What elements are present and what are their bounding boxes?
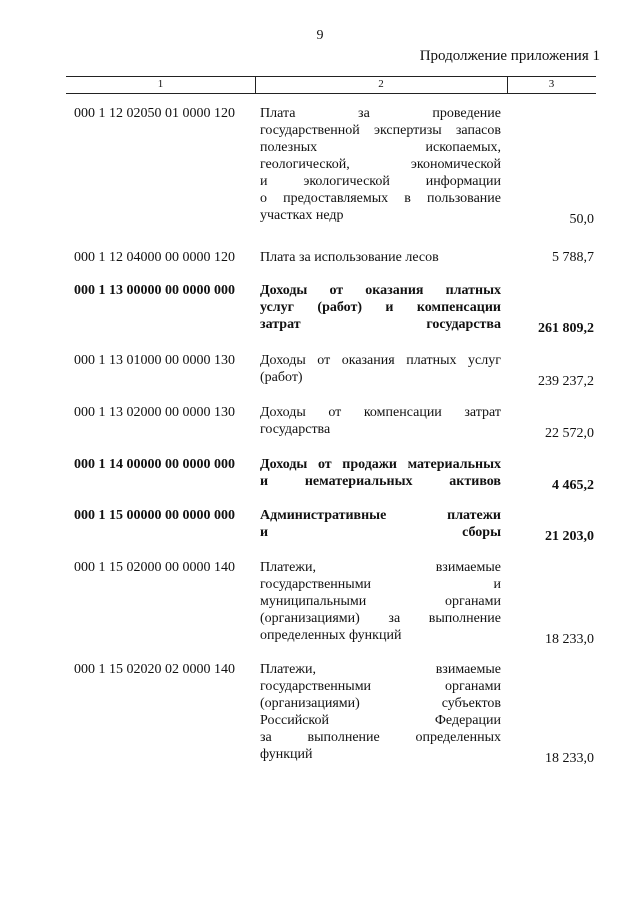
continuation-label: Продолжение приложения 1 bbox=[419, 48, 600, 64]
income-name-line: Доходы от компенсации затрат bbox=[260, 405, 501, 420]
budget-code: 000 1 14 00000 00 0000 000 bbox=[74, 457, 235, 472]
income-name bbox=[260, 105, 501, 224]
income-name bbox=[260, 661, 501, 763]
income-name-line: за выполнение определенных bbox=[260, 730, 501, 745]
budget-code: 000 1 13 00000 00 0000 000 bbox=[74, 283, 235, 298]
amount-value: 50,0 bbox=[569, 212, 594, 227]
amount-value: 18 233,0 bbox=[545, 632, 594, 647]
income-name-line: (работ) bbox=[260, 370, 303, 385]
income-name bbox=[260, 282, 501, 333]
income-name bbox=[260, 249, 501, 266]
income-name-line: полезных ископаемых, bbox=[260, 140, 501, 155]
budget-code: 000 1 13 02000 00 0000 130 bbox=[74, 405, 235, 420]
amount-value: 22 572,0 bbox=[545, 426, 594, 441]
budget-code: 000 1 13 01000 00 0000 130 bbox=[74, 353, 235, 368]
income-name-line: и нематериальных активов bbox=[260, 474, 501, 489]
income-name-line: государственными органами bbox=[260, 679, 501, 694]
income-name-line: (организациями) субъектов bbox=[260, 696, 501, 711]
amount-value: 5 788,7 bbox=[552, 250, 594, 265]
budget-code: 000 1 15 00000 00 0000 000 bbox=[74, 508, 235, 523]
income-name-line: государственными и bbox=[260, 577, 501, 592]
income-name-line: муниципальными органами bbox=[260, 594, 501, 609]
budget-code: 000 1 12 04000 00 0000 120 bbox=[74, 250, 235, 265]
column-header-2: 2 bbox=[378, 78, 384, 90]
income-name-line: геологической, экономической bbox=[260, 157, 501, 172]
amount-value: 21 203,0 bbox=[545, 529, 594, 544]
income-name-line: Плата за проведение bbox=[260, 106, 501, 121]
income-name-line: Доходы от оказания платных услуг bbox=[260, 353, 501, 368]
budget-code: 000 1 15 02020 02 0000 140 bbox=[74, 662, 235, 677]
income-name-line: Российской Федерации bbox=[260, 713, 501, 728]
income-name-line: и сборы bbox=[260, 525, 501, 540]
budget-code: 000 1 15 02000 00 0000 140 bbox=[74, 560, 235, 575]
income-name-line: государственной экспертизы запасов bbox=[260, 123, 501, 138]
column-header-1: 1 bbox=[157, 78, 164, 90]
income-name-line: функций bbox=[260, 747, 313, 762]
income-name-line: государства bbox=[260, 422, 331, 437]
amount-value: 261 809,2 bbox=[538, 321, 594, 336]
income-name bbox=[260, 352, 501, 386]
amount-value: 239 237,2 bbox=[538, 374, 594, 389]
income-name-line: (организациями) за выполнение bbox=[260, 611, 501, 626]
budget-code: 000 1 12 02050 01 0000 120 bbox=[74, 106, 235, 121]
income-name-line: и экологической информации bbox=[260, 174, 501, 189]
income-name bbox=[260, 559, 501, 644]
income-name-line: Доходы от продажи материальных bbox=[260, 457, 501, 472]
amount-value: 4 465,2 bbox=[552, 478, 594, 493]
income-name-line: Доходы от оказания платных bbox=[260, 283, 501, 298]
amount-value: 18 233,0 bbox=[545, 751, 594, 766]
page-number: 9 bbox=[316, 28, 324, 43]
income-name bbox=[260, 507, 501, 541]
income-name-line: Платежи, взимаемые bbox=[260, 560, 501, 575]
income-name-line: участках недр bbox=[260, 208, 344, 223]
income-name bbox=[260, 456, 501, 490]
income-name-line: услуг (работ) и компенсации bbox=[260, 300, 501, 315]
income-name-line: затрат государства bbox=[260, 317, 501, 332]
income-name-line: определенных функций bbox=[260, 628, 402, 643]
column-header-3: 3 bbox=[548, 78, 555, 90]
income-name-line: Административные платежи bbox=[260, 508, 501, 523]
income-name-line: Плата за использование лесов bbox=[260, 250, 439, 265]
income-name-line: Платежи, взимаемые bbox=[260, 662, 501, 677]
income-name-line: о предоставляемых в пользование bbox=[260, 191, 501, 206]
income-name bbox=[260, 404, 501, 438]
column-header bbox=[66, 76, 596, 94]
